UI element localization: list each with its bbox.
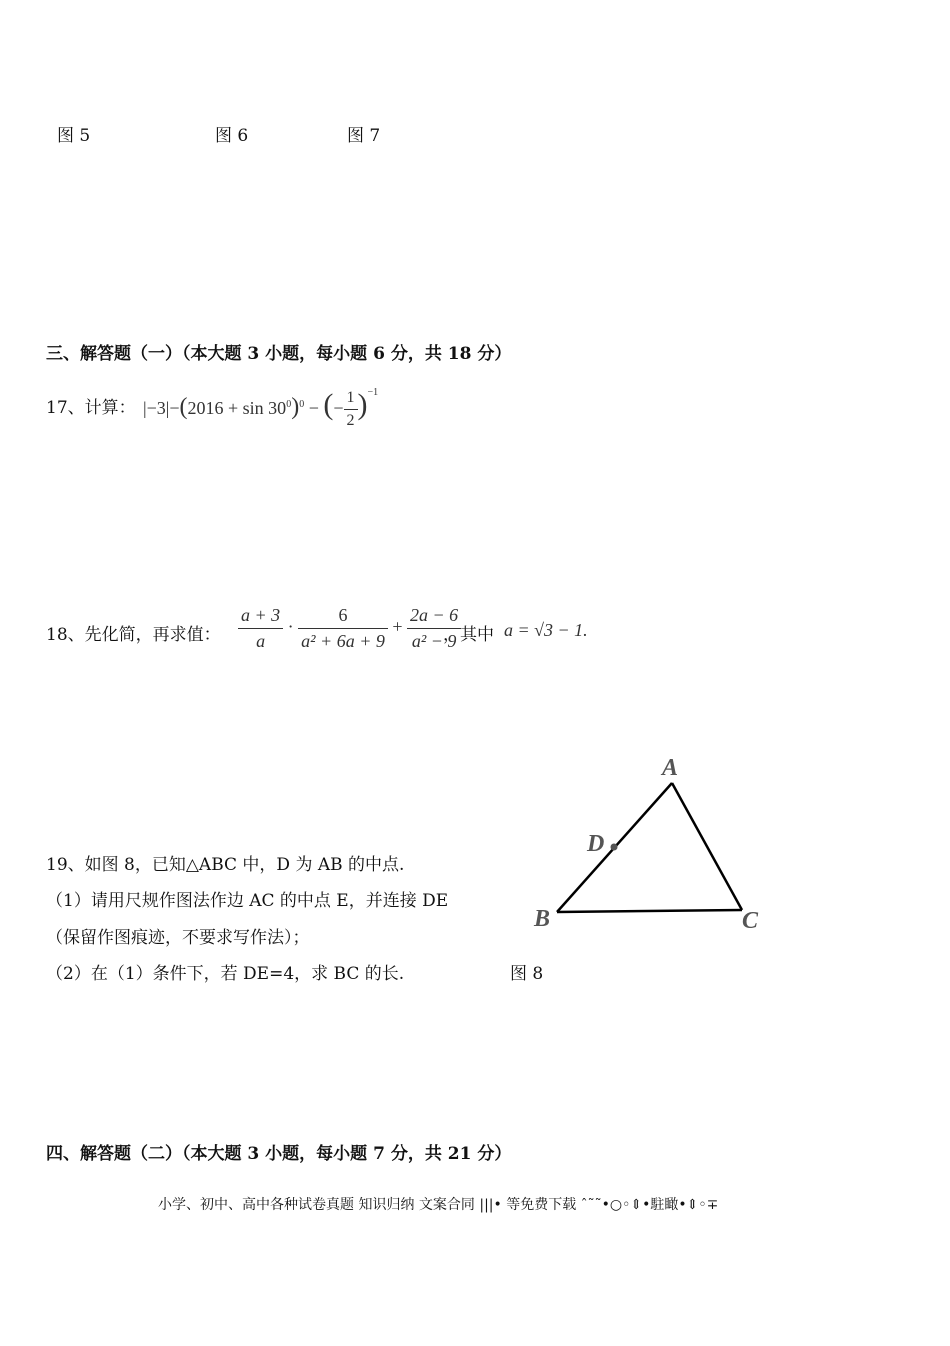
side-ac [672, 783, 742, 910]
section-3-title: 三、解答题（一）（本大题 3 小题，每小题 6 分，共 18 分） [46, 344, 512, 364]
figure-6-label: 图 6 [215, 126, 249, 146]
q19-line-2: （1）请用尺规作图法作边 AC 的中点 E，并连接 DE [46, 891, 449, 911]
page-footer: 小学、初中、高中各种试卷真题 知识归纳 文案合同 |||• 等免费下载 ˆ˜˜•○◦⇕•駐瞰•⇕◦∓ [158, 1197, 719, 1213]
q18-label: 18、先化简，再求值： [46, 625, 221, 645]
point-c-label: C [742, 908, 759, 934]
q18-expression: $\frac{a + 3}{a}$ · $\frac{6}{\text{a² + 6a + 9}}$ + $\frac{2a - 6}{\text{a² − 9}}$ [238, 605, 461, 652]
q18-where: ，其中 [443, 625, 494, 645]
q19-line-3: （保留作图痕迹，不要求写作法）； [46, 928, 310, 948]
q19-line-1: 19、如图 8，已知△ABC 中，D 为 AB 的中点. [46, 855, 405, 875]
point-d-label: D [587, 831, 605, 857]
point-d-dot [611, 844, 618, 851]
section-4-title: 四、解答题（二）（本大题 3 小题，每小题 7 分，共 21 分） [46, 1144, 512, 1164]
figure-5-label: 图 5 [57, 126, 91, 146]
figure-7-label: 图 7 [347, 126, 381, 146]
triangle-figure [520, 745, 780, 945]
figure-8-caption: 图 8 [510, 964, 544, 984]
q17-label: 17、计算： [46, 398, 136, 418]
q18-condition: a = √3 − 1. [504, 620, 588, 640]
side-bc [557, 910, 742, 912]
point-a-label: A [662, 755, 679, 781]
point-b-label: B [534, 906, 551, 932]
q19-line-4: （2）在（1）条件下，若 DE=4，求 BC 的长. [46, 964, 405, 984]
q17-expression: $|-3|-(2016 + \sin 30^0)^0$ − (− $\frac{1}{2}$ )$^{-1}$ [143, 387, 379, 430]
